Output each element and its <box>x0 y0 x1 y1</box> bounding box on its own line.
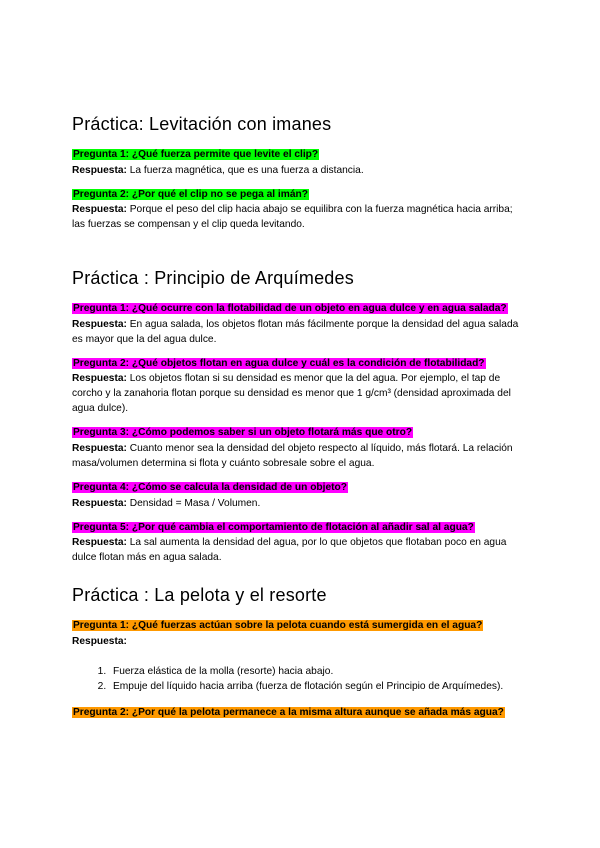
list-item: 1. Fuerza elástica de la molla (resorte) hacia abajo. <box>109 664 528 679</box>
answer-3-arquimedes: Respuesta: Cuanto menor sea la densidad del objeto respecto al líquido, más flotará. La relación masa/volumen determina si flota y cuánto sobresale sobre el agua. <box>72 442 513 469</box>
section-title-levitacion: Práctica: Levitación con imanes <box>72 114 332 134</box>
section-title-pelota-resorte: Práctica : La pelota y el resorte <box>72 585 327 606</box>
question-1-levitacion: Pregunta 1: ¿Qué fuerza permite que levite el clip? <box>73 149 319 160</box>
answer-1-pelota: Respuesta: <box>72 635 127 647</box>
answer-2-arquimedes: Respuesta: Los objetos flotan si su densidad es menor que la del agua. Por ejemplo, el tap de corcho y la zanahoria flotan porque su densidad es menor que 1 g/cm³ (densidad aproximada del agua dulce). <box>72 373 511 415</box>
question-2-levitacion: Pregunta 2: ¿Por qué el clip no se pega al imán? <box>73 188 308 200</box>
answer-1-arquimedes: Respuesta: En agua salada, los objetos flotan más fácilmente porque la densidad del agua salada es mayor que la del agua dulce. <box>72 318 519 345</box>
question-3-arquimedes: Pregunta 3: ¿Cómo podemos saber si un objeto flotará más que otro? <box>73 427 413 439</box>
answer-2-levitacion: Respuesta: Porque el peso del clip hacia abajo se equilibra con la fuerza magnética hacia arriba; las fuerzas se compensan y el clip queda levitando. <box>72 204 513 231</box>
question-2-arquimedes: Pregunta 2: ¿Qué objetos flotan en agua dulce y cuál es la condición de flotabilidad? <box>73 357 485 369</box>
answer-5-arquimedes: Respuesta: La sal aumenta la densidad del agua, por lo que objetos que flotaban poco en agua dulce flotan más en agua salada. <box>72 537 507 564</box>
question-1-arquimedes: Pregunta 1: ¿Qué ocurre con la flotabilidad de un objeto en agua dulce y en agua salada? <box>73 303 507 315</box>
section-title-arquimedes: Práctica : Principio de Arquímedes <box>72 268 354 289</box>
list-item: 2. Empuje del líquido hacia arriba (fuerza de flotación según el Principio de Arquímedes). <box>109 679 528 694</box>
document-content <box>72 113 528 720</box>
answer-1-levitacion: Respuesta: La fuerza magnética, que es una fuerza a distancia. <box>72 164 364 176</box>
forces-list <box>72 664 528 694</box>
question-2-pelota: Pregunta 2: ¿Por qué la pelota permanece a la misma altura aunque se añada más agua? <box>73 706 504 718</box>
answer-4-arquimedes: Respuesta: Densidad = Masa / Volumen. <box>72 497 261 509</box>
question-4-arquimedes: Pregunta 4: ¿Cómo se calcula la densidad de un objeto? <box>73 481 347 493</box>
question-5-arquimedes: Pregunta 5: ¿Por qué cambia el comportamiento de flotación al añadir sal al agua? <box>73 521 474 533</box>
question-1-pelota: Pregunta 1: ¿Qué fuerzas actúan sobre la pelota cuando está sumergida en el agua? <box>73 620 483 632</box>
